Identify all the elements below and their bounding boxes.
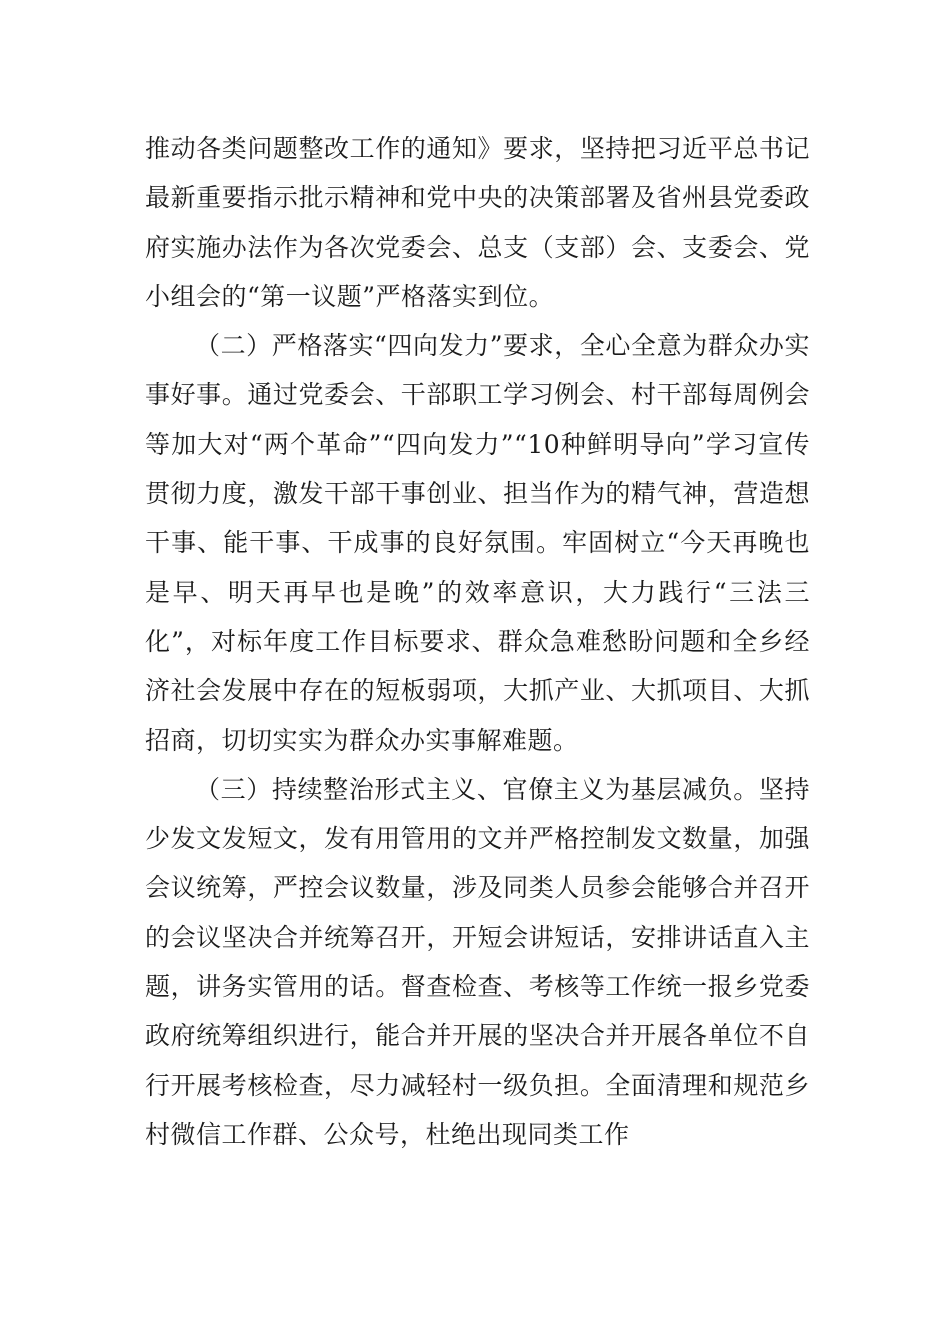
paragraph-section-three: （三）持续整治形式主义、官僚主义为基层减负。坚持少发文发短文，发有用管用的文并严格控制发文数量，加强会议统筹，严控会议数量，涉及同类人员参会能够合并召开的会议坚决合并统筹召开，开短会讲短话，安排讲话直入主题，讲务实管用的话。督查检查、考核等工作统一报乡党委政府统筹组织进行，能合并开展的坚决合并开展各单位不自行开展考核检查，尽力减轻村一级负担。全面清理和规范乡村微信工作群、公众号，杜绝出现同类工作 — [145, 774, 810, 1149]
paragraph-continued: 推动各类问题整改工作的通知》要求，坚持把习近平总书记最新重要指示批示精神和党中央的决策部署及省州县党委政府实施办法作为各次党委会、总支（支部）会、支委会、党小组会的“第一议题”严格落实到位。 — [145, 134, 810, 311]
paragraph-section-two: （二）严格落实“四向发力”要求，全心全意为群众办实事好事。通过党委会、干部职工学习例会、村干部每周例会等加大对“两个革命”“四向发力”“10种鲜明导向”学习宣传贯彻力度，激发干部干事创业、担当作为的精气神，营造想干事、能干事、干成事的良好氛围。牢固树立“今天再晚也是早、明天再早也是晚”的效率意识，大力践行“三法三化”，对标年度工作目标要求、群众急难愁盼问题和全乡经济社会发展中存在的短板弱项，大抓产业、大抓项目、大抓招商，切切实实为群众办实事解难题。 — [145, 331, 810, 755]
document-body — [145, 124, 810, 1159]
